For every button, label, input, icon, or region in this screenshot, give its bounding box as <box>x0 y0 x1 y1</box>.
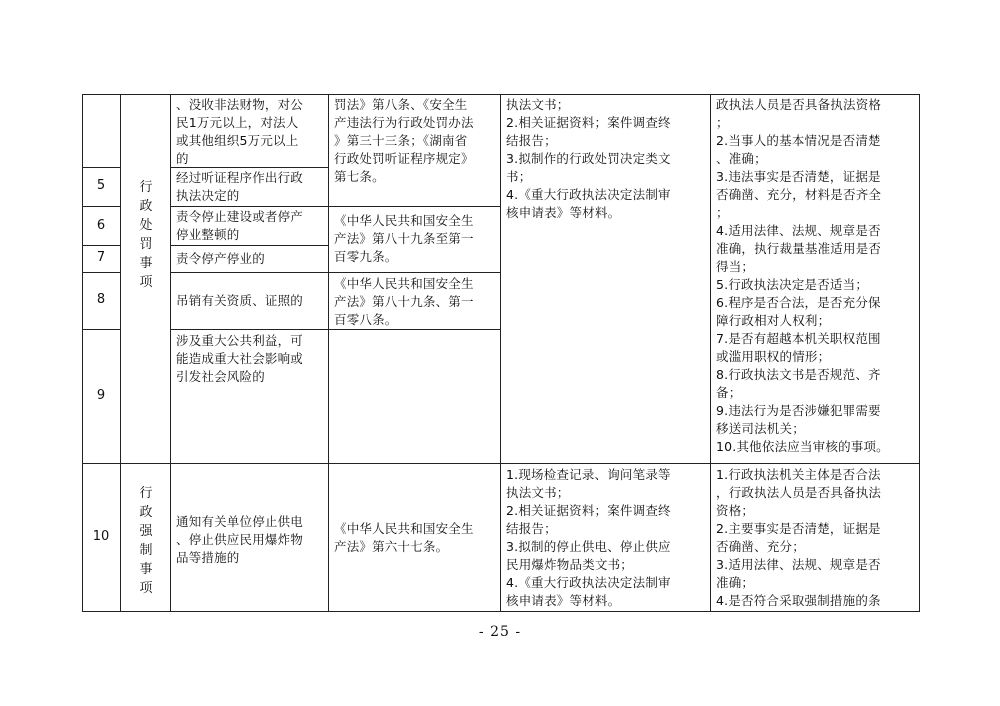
table-right-border <box>919 94 920 612</box>
row-divider-basis <box>328 329 500 330</box>
condition-cell: 经过听证程序作出行政 执法决定的 <box>176 170 304 203</box>
materials-cell: 1.现场检查记录、询问笔录等 执法文书； 2.相关证据资料；案件调查终 结报告； 3.拟制的停止供电、停止供应 民用爆炸物品类文书； 4.《重大行政执法决定法制审 核申请表》等材料。 <box>506 467 671 608</box>
row-divider-9-10 <box>82 463 920 464</box>
row-divider-basis <box>328 272 500 273</box>
legal-basis-cell: 《中华人民共和国安全生 产法》第六十七条。 <box>334 521 474 554</box>
row-number: 8 <box>96 292 106 307</box>
row-number: 10 <box>92 529 110 544</box>
legal-basis-cell: 《中华人民共和国安全生 产法》第八十九条至第一 百零九条。 <box>334 213 474 264</box>
legal-basis-cell: 罚法》第八条、《安全生 产违法行为行政处罚办法 》第三十三条；《湖南省 行政处罚听证程序规定》 第七条。 <box>334 97 474 184</box>
row-divider-condition <box>170 272 328 273</box>
page-number: - 25 - <box>478 624 522 640</box>
column-divider <box>710 94 711 612</box>
condition-cell: 责令停产停业的 <box>176 251 265 266</box>
column-divider <box>328 94 329 612</box>
row-divider-condition <box>170 329 328 330</box>
category-label-penalty: 行政处罚事项 <box>139 180 153 290</box>
category-label-enforcement: 行政强制事项 <box>139 486 153 596</box>
legal-basis-cell: 《中华人民共和国安全生 产法》第八十九条、第一 百零八条。 <box>334 276 474 327</box>
condition-cell: 涉及重大公共利益，可 能造成重大社会影响或 引发社会风险的 <box>176 333 304 384</box>
condition-cell: 通知有关单位停止供电 、停止供应民用爆炸物 品等措施的 <box>176 514 304 565</box>
row-number: 7 <box>96 250 106 265</box>
table-bottom-border <box>82 611 920 612</box>
row-divider-no <box>82 167 120 168</box>
condition-cell: 、没收非法财物，对公 民1万元以上，对法人 或其他组织5万元以上 的 <box>176 97 304 166</box>
review-points-cell: 1.行政执法机关主体是否合法 ，行政执法人员是否具备执法 资格； 2.主要事实是否清楚，证据是 否确凿、充分； 3.适用法律、法规、规章是否 准确； 4.是否符合采取强制措施的条 <box>716 467 882 608</box>
row-divider-basis <box>328 206 500 207</box>
column-divider <box>120 94 121 612</box>
row-number: 6 <box>96 218 106 233</box>
row-number: 9 <box>96 388 106 403</box>
materials-cell: 执法文书； 2.相关证据资料；案件调查终 结报告； 3.拟制作的行政处罚决定类文 书； 4.《重大行政执法决定法制审 核申请表》等材料。 <box>506 97 671 220</box>
row-divider-no <box>82 245 120 246</box>
condition-cell: 吊销有关资质、证照的 <box>176 293 304 308</box>
column-divider <box>500 94 501 612</box>
row-divider-no <box>82 206 120 207</box>
table-top-border <box>82 94 920 95</box>
row-divider-no <box>82 329 120 330</box>
row-divider-condition <box>170 245 328 246</box>
row-divider-condition <box>170 206 328 207</box>
review-points-cell: 政执法人员是否具备执法资格 ； 2.当事人的基本情况是否清楚 、准确； 3.违法事实是否清楚，证据是 否确凿、充分，材料是否齐全 ； 4.适用法律、法规、规章是否 准确，执行裁量基准适用是否 得当； 5.行政执法决定是否适当； 6.程序是否合法，是否充分保 障行政相对人权利； 7.是否有超越本机关职权范围 或滥用职权的情形； 8.行政执法文书是否规范、齐 备； 9.违法行为是否涉嫌犯罪需要 移送司法机关； 10.其他依法应当审核的事项。 <box>716 97 889 454</box>
row-divider-no <box>82 272 120 273</box>
row-number: 5 <box>96 178 106 193</box>
column-divider <box>170 94 171 612</box>
condition-cell: 责令停止建设或者停产 停业整顿的 <box>176 209 304 242</box>
